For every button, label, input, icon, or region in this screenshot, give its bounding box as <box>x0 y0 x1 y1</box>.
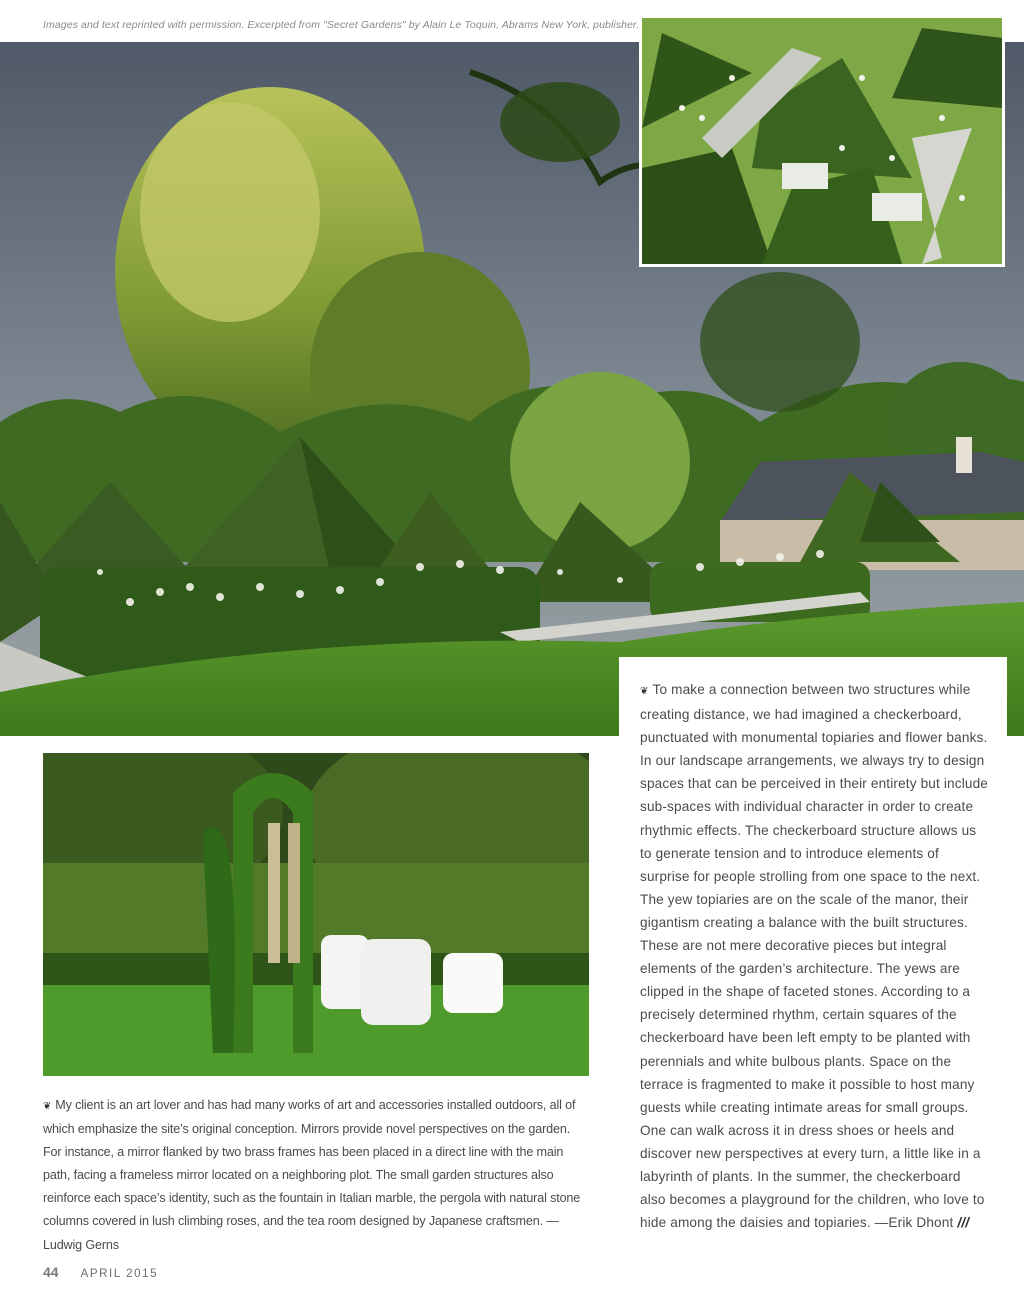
inset-illustration <box>642 18 1002 264</box>
left-column-body: My client is an art lover and has had many works of art and accessories installed outdoors, all of which emphasize the site’s original conception. Mirrors provide novel perspectives on the garden. For instance, a mirror flanked by two brass frames has been placed in a direct line with the main path, facing a frameless mirror located on a neighboring plot. The small garden structures also reinforce each space’s identity, such as the fountain in Italian marble, the pergola with natural stone columns covered in lush climbing roses, and the tea room designed by Japanese craftsmen. —Ludwig Gerns <box>43 1098 581 1252</box>
issue-date: APRIL 2015 <box>80 1268 159 1280</box>
bullet-ornament: ❦ <box>43 1101 52 1112</box>
end-mark: /// <box>957 1215 970 1231</box>
inset-garden-photo <box>642 18 1002 264</box>
sculpture-illustration <box>43 753 589 1076</box>
page-footer <box>43 1264 158 1282</box>
left-column-text <box>43 1094 591 1257</box>
page-number: 44 <box>43 1264 59 1280</box>
right-column-text <box>640 678 990 1234</box>
sculpture-photo <box>43 753 589 1076</box>
right-column-body: To make a connection between two structures while creating distance, we had imagined a checkerboard, punctuated with monumental topiaries and flower banks. In our landscape arrangements, we always try to design spaces that can be perceived in their entirety but include sub-spaces with individual character in order to create rhythmic effects. The checkerboard structure allows us to generate tension and to introduce elements of surprise for people strolling from one space to the next. The yew topiaries are on the scale of the manor, their gigantism creating a balance with the built structures. These are not mere decorative pieces but integral elements of the garden’s architecture. The yews are clipped in the shape of faceted stones. According to a precisely determined rhythm, certain squares of the checkerboard have been left empty to be planted with perennials and white bulbous plants. Space on the terrace is fragmented to make it possible to host many guests while creating intimate areas for small groups. One can walk across it in dress shoes or heels and discover new perspectives at every turn, a little like in a labyrinth of plants. In the summer, the checkerboard also becomes a playground for the children, who love to hide among the daisies and topiaries. —Erik Dhont <box>640 682 988 1231</box>
bullet-ornament: ❦ <box>640 686 649 697</box>
inset-photo-frame <box>639 15 1005 267</box>
photo-credit: Images and text reprinted with permission. Excerpted from "Secret Gardens" by Alain Le Toquin, Abrams New York, publisher. <box>43 19 640 31</box>
